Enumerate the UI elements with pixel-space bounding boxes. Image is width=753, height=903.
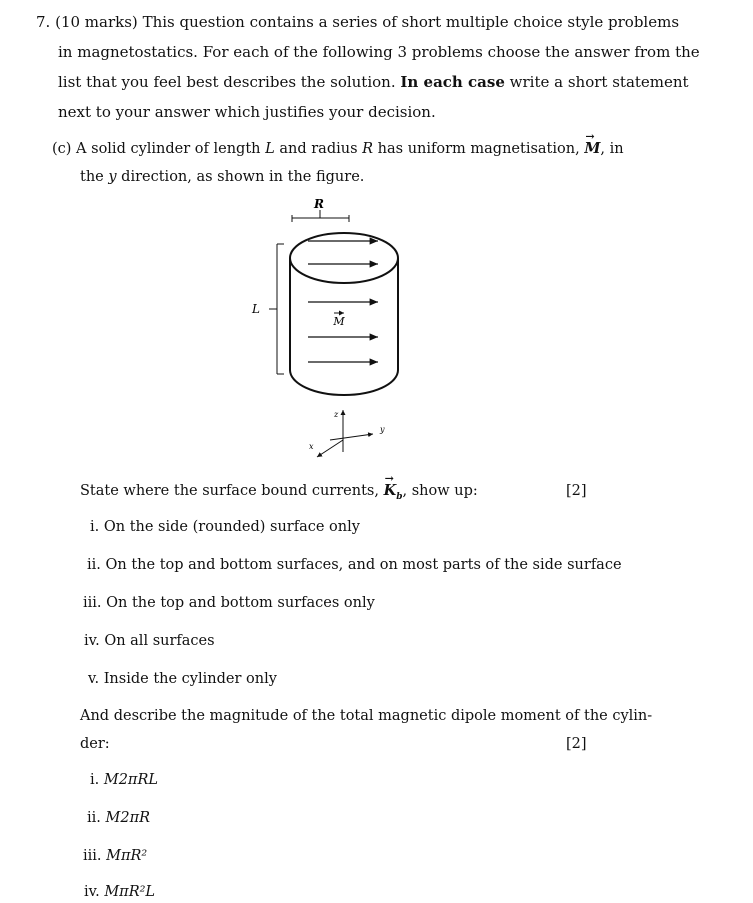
svg-text:M: M — [333, 315, 345, 328]
q1-option-i: i. On the side (rounded) surface only — [90, 519, 360, 535]
q1-prompt: State where the surface bound currents, → $K_b$, show up: — [80, 481, 478, 507]
axis-x-label: x — [309, 442, 314, 451]
intro-line-1: This question contains a series of short multiple choice style problems — [142, 13, 680, 31]
magnetisation-arrows — [308, 241, 378, 362]
axis-z-label: z — [334, 410, 339, 419]
q1-option-ii: ii. On the top and bottom surfaces, and on most parts of the side surface — [87, 557, 622, 573]
length-label: L — [252, 302, 260, 316]
q2-option-iii: iii. MπR² — [83, 848, 148, 864]
q1-option-iv: iv. On all surfaces — [84, 633, 215, 649]
q2-option-i: i. M2πRL — [90, 772, 159, 788]
q2-marks: [2] — [566, 736, 587, 752]
intro-line-2: in magnetostatics. For each of the following 3 problems choose the answer from the — [58, 43, 700, 61]
part-c-line-2: the y direction, as shown in the figure. — [80, 169, 365, 185]
part-c-label: (c) — [52, 141, 72, 157]
length-dimension — [251, 244, 284, 374]
coordinate-axes — [309, 410, 385, 457]
part-c-line-1: (c) A solid cylinder of length L and radius R has uniform magnetisation, → M, in — [52, 139, 624, 159]
radius-label: R — [314, 197, 324, 211]
radius-dimension — [292, 197, 349, 222]
intro-line-4: next to your answer which justifies your decision. — [58, 103, 436, 121]
magnetisation-vector: → M — [584, 139, 600, 159]
cylinder — [290, 233, 398, 395]
emphasis-in-each-case: In each case — [400, 73, 505, 91]
m-vector-label — [332, 313, 345, 328]
intro-line-3: list that you feel best describes the solution. In each case write a short statement — [58, 73, 689, 91]
question-marks: (10 marks) — [55, 13, 138, 31]
q2-prompt-line-2: der: — [80, 736, 110, 752]
bound-current-vector: → K — [384, 481, 397, 501]
q1-option-iii: iii. On the top and bottom surfaces only — [83, 595, 375, 611]
question-number: 7. — [36, 13, 51, 31]
q2-prompt-line-1: And describe the magnitude of the total magnetic dipole moment of the cylin- — [80, 708, 653, 724]
q1-option-v: v. Inside the cylinder only — [88, 671, 277, 687]
axis-y-label: y — [380, 425, 385, 434]
q2-option-ii: ii. M2πR — [87, 810, 151, 826]
q2-option-iv: iv. MπR²L — [84, 884, 156, 900]
q1-marks: [2] — [566, 483, 587, 499]
